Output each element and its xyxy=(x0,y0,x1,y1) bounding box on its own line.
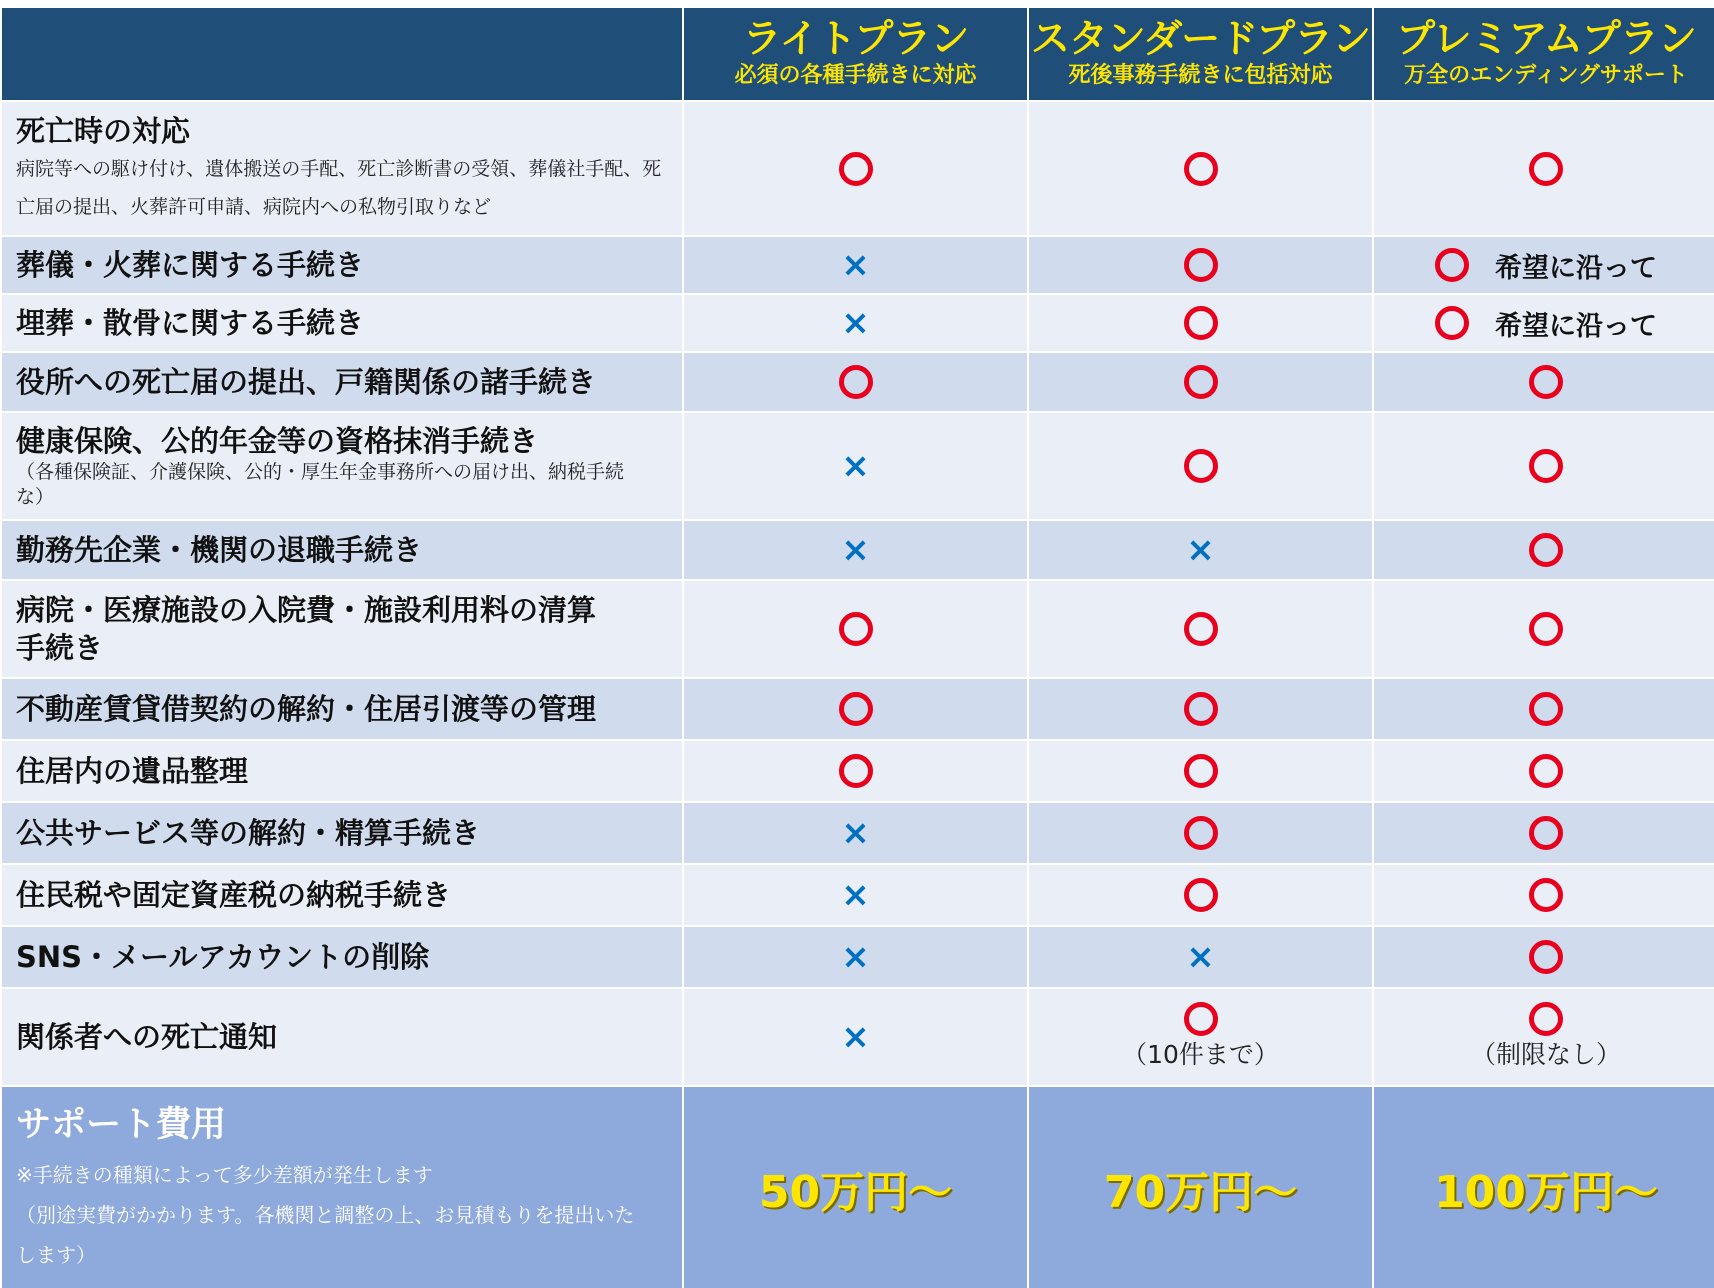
mark-cell xyxy=(684,102,1027,235)
mark-cell xyxy=(1374,413,1714,519)
mark-cell xyxy=(1029,803,1372,863)
mark-cell xyxy=(684,581,1027,677)
circle-mark-icon xyxy=(1529,533,1563,567)
mark-cell xyxy=(684,237,1027,293)
price-cell-light xyxy=(684,1087,1027,1288)
circle-mark-icon xyxy=(1529,152,1563,186)
cost-note: ※手続きの種類によって多少差額が発生します xyxy=(16,1162,433,1187)
cross-mark-icon: × xyxy=(841,875,870,915)
mark-cell xyxy=(684,353,1027,411)
plan-comparison-table xyxy=(2,8,1712,1288)
circle-mark-icon xyxy=(1529,365,1563,399)
row-title: 葬儀・火葬に関する手続き xyxy=(16,248,365,282)
row-note: （各種保険証、介護保険、公的・厚生年金事務所への届け出、納税手続な） xyxy=(16,461,625,508)
row-label xyxy=(2,865,682,925)
cost-label xyxy=(2,1087,682,1288)
mark-cell xyxy=(1374,927,1714,987)
price: 100万円～ xyxy=(1434,1166,1658,1218)
circle-mark-icon xyxy=(1184,612,1218,646)
row-label xyxy=(2,521,682,579)
circle-mark-icon xyxy=(1184,754,1218,788)
mark-cell xyxy=(1029,413,1372,519)
header-plan-standard xyxy=(1029,8,1372,100)
circle-mark-icon xyxy=(1435,248,1469,282)
row-label xyxy=(2,927,682,987)
row-label xyxy=(2,741,682,801)
mark-cell xyxy=(684,413,1027,519)
premium-note: 希望に沿って xyxy=(1495,310,1657,342)
mark-cell xyxy=(1029,295,1372,351)
circle-mark-icon xyxy=(1529,1002,1563,1036)
price: 50万円～ xyxy=(758,1166,953,1218)
cost-title: サポート費用 xyxy=(16,1104,227,1145)
mark-cell xyxy=(684,521,1027,579)
header-empty-cell xyxy=(2,8,682,100)
circle-mark-icon xyxy=(1529,878,1563,912)
circle-mark-icon xyxy=(1529,754,1563,788)
mark-cell xyxy=(1029,581,1372,677)
mark-cell xyxy=(1374,102,1714,235)
cross-mark-icon: × xyxy=(1186,937,1215,977)
price-cell-standard xyxy=(1029,1087,1372,1288)
plan-name: スタンダードプラン xyxy=(1030,17,1371,62)
mark-cell xyxy=(684,927,1027,987)
circle-mark-icon xyxy=(1184,878,1218,912)
row-title: 埋葬・散骨に関する手続き xyxy=(16,306,365,340)
row-note: 病院等への駆け付け、遺体搬送の手配、死亡診断書の受領、葬儀社手配、死亡届の提出、火葬許可申請、病院内への私物引取りなど xyxy=(16,157,662,218)
price-cell-premium xyxy=(1374,1087,1714,1288)
price: 70万円～ xyxy=(1103,1166,1298,1218)
row-label xyxy=(2,989,682,1085)
mark-cell xyxy=(1374,679,1714,739)
row-title: 病院・医療施設の入院費・施設利用料の清算手続き xyxy=(16,593,597,665)
mark-cell xyxy=(1029,927,1372,987)
circle-mark-icon xyxy=(1529,940,1563,974)
plan-subtitle: 必須の各種手続きに対応 xyxy=(734,63,977,88)
circle-mark-icon xyxy=(1184,692,1218,726)
circle-mark-icon xyxy=(839,612,873,646)
header-plan-premium xyxy=(1374,8,1714,100)
mark-cell xyxy=(684,295,1027,351)
circle-mark-icon xyxy=(1184,449,1218,483)
row-title: 役所への死亡届の提出、戸籍関係の諸手続き xyxy=(16,365,597,399)
row-label xyxy=(2,803,682,863)
mark-cell xyxy=(1029,521,1372,579)
mark-cell xyxy=(1374,353,1714,411)
mark-cell xyxy=(1029,102,1372,235)
circle-mark-icon xyxy=(839,692,873,726)
plan-name: ライトプラン xyxy=(742,17,969,62)
mark-cell xyxy=(1374,581,1714,677)
standard-note: （10件まで） xyxy=(1122,1040,1279,1069)
mark-cell xyxy=(1374,295,1714,351)
premium-note: 希望に沿って xyxy=(1495,252,1657,284)
circle-mark-icon xyxy=(839,365,873,399)
mark-cell xyxy=(1374,865,1714,925)
mark-cell xyxy=(684,989,1027,1085)
mark-cell xyxy=(1374,803,1714,863)
mark-cell xyxy=(684,865,1027,925)
plan-name: プレミアムプラン xyxy=(1396,17,1696,62)
cost-note: （別途実費がかかります。各機関と調整の上、お見積もりを提出いたします） xyxy=(16,1202,635,1267)
cross-mark-icon: × xyxy=(841,303,870,343)
cross-mark-icon: × xyxy=(841,937,870,977)
cross-mark-icon: × xyxy=(841,530,870,570)
circle-mark-icon xyxy=(1184,152,1218,186)
mark-cell xyxy=(1029,353,1372,411)
circle-mark-icon xyxy=(1184,248,1218,282)
row-title: 住民税や固定資産税の納税手続き xyxy=(16,878,452,912)
row-label xyxy=(2,581,682,677)
circle-mark-icon xyxy=(1184,1002,1218,1036)
mark-cell xyxy=(1374,521,1714,579)
mark-cell xyxy=(1029,679,1372,739)
circle-mark-icon xyxy=(1435,306,1469,340)
mark-cell xyxy=(1029,237,1372,293)
mark-cell xyxy=(1374,237,1714,293)
plan-subtitle: 死後事務手続きに包括対応 xyxy=(1068,63,1333,88)
mark-cell xyxy=(1029,865,1372,925)
plan-subtitle: 万全のエンディングサポート xyxy=(1404,63,1688,88)
cross-mark-icon: × xyxy=(841,446,870,486)
circle-mark-icon xyxy=(1529,612,1563,646)
circle-mark-icon xyxy=(1529,816,1563,850)
circle-mark-icon xyxy=(1529,692,1563,726)
cross-mark-icon: × xyxy=(841,813,870,853)
row-label xyxy=(2,353,682,411)
row-label xyxy=(2,413,682,519)
mark-cell xyxy=(684,741,1027,801)
cross-mark-icon: × xyxy=(841,245,870,285)
row-label xyxy=(2,237,682,293)
cross-mark-icon: × xyxy=(1186,530,1215,570)
row-label xyxy=(2,295,682,351)
mark-cell xyxy=(1029,741,1372,801)
circle-mark-icon xyxy=(1184,816,1218,850)
circle-mark-icon xyxy=(1529,449,1563,483)
circle-mark-icon xyxy=(1184,365,1218,399)
row-title: 不動産賃貸借契約の解約・住居引渡等の管理 xyxy=(16,692,597,726)
row-title: 関係者への死亡通知 xyxy=(16,1020,278,1054)
header-plan-light xyxy=(684,8,1027,100)
cross-mark-icon: × xyxy=(841,1017,870,1057)
mark-cell xyxy=(1374,989,1714,1085)
row-title: 死亡時の対応 xyxy=(16,113,191,148)
mark-cell xyxy=(684,803,1027,863)
mark-cell xyxy=(684,679,1027,739)
circle-mark-icon xyxy=(839,152,873,186)
row-label xyxy=(2,679,682,739)
row-title: 公共サービス等の解約・精算手続き xyxy=(16,816,481,850)
row-label xyxy=(2,102,682,235)
row-title: 勤務先企業・機関の退職手続き xyxy=(16,533,423,567)
row-title: 健康保険、公的年金等の資格抹消手続き xyxy=(16,424,539,458)
mark-cell xyxy=(1374,741,1714,801)
row-title: 住居内の遺品整理 xyxy=(16,754,249,788)
row-title: SNS・メールアカウントの削除 xyxy=(16,940,430,974)
premium-note: （制限なし） xyxy=(1470,1040,1621,1069)
mark-cell xyxy=(1029,989,1372,1085)
circle-mark-icon xyxy=(839,754,873,788)
circle-mark-icon xyxy=(1184,306,1218,340)
